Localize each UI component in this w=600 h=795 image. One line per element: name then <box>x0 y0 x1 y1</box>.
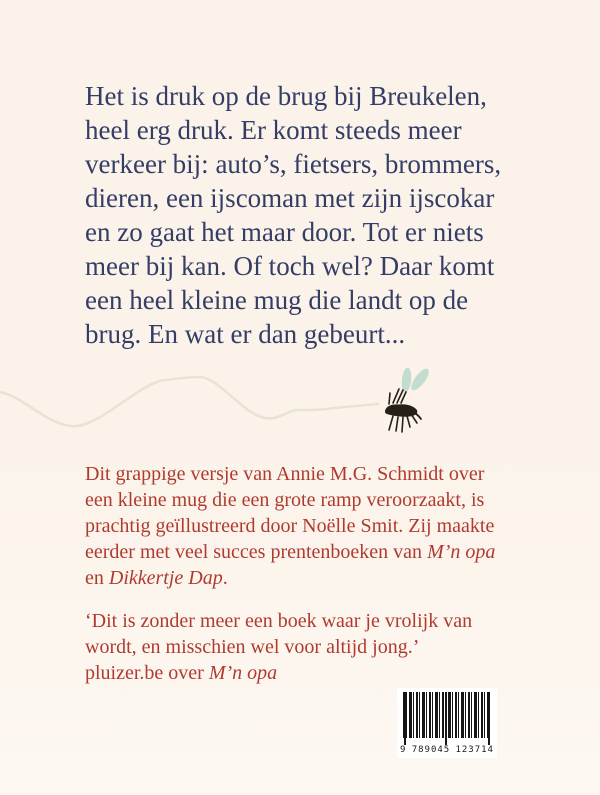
text-line <box>85 461 545 487</box>
barcode-guard-bar <box>404 692 406 745</box>
text-segment: prachtig geïllustreerd door Noëlle Smit. Zij maakte <box>85 515 495 537</box>
italic-text: M’n opa <box>208 662 278 684</box>
mosquito-body <box>385 389 421 432</box>
text-segment: pluizer.be over <box>85 662 209 684</box>
back-cover-blurb <box>85 79 545 351</box>
barcode <box>397 688 497 758</box>
text-line <box>85 634 545 660</box>
flight-trail-line <box>0 356 600 440</box>
barcode-digit-group: 123714 <box>455 745 494 755</box>
barcode-bars <box>403 692 491 738</box>
review-quote <box>85 608 545 686</box>
text-segment: eerder met veel succes prentenboeken van <box>85 541 428 563</box>
text-line: heel erg druk. Er komt steeds meer <box>85 115 462 145</box>
text-line <box>85 539 545 565</box>
text-segment: ‘Dit is zonder meer een boek waar je vrolijk van <box>85 610 473 632</box>
barcode-number <box>400 745 494 755</box>
text-line: een heel kleine mug die landt op de <box>85 285 469 315</box>
trail-path <box>0 377 378 426</box>
text-line: en zo gaat het maar door. Tot er niets <box>85 217 484 247</box>
text-line <box>85 565 545 591</box>
mosquito-wings <box>401 366 432 393</box>
text-line: meer bij kan. Of toch wel? Daar komt <box>85 251 495 281</box>
text-segment: . <box>222 567 228 589</box>
mosquito-icon <box>378 366 434 434</box>
text-line: dieren, een ijscoman met zijn ijscokar <box>85 183 495 213</box>
barcode-digit-group: 9 <box>400 745 407 755</box>
text-segment: en <box>85 567 109 589</box>
text-line <box>85 608 545 634</box>
book-description <box>85 461 545 591</box>
text-segment: wordt, en misschien wel voor altijd jong.’ <box>85 636 420 658</box>
text-line: brug. En wat er dan gebeurt... <box>85 319 406 349</box>
barcode-digit-group: 789045 <box>411 745 451 755</box>
italic-text: Dikkertje Dap <box>108 567 223 589</box>
text-line <box>85 487 545 513</box>
text-line <box>85 660 545 686</box>
text-segment: Dit grappige versje van Annie M.G. Schmidt over <box>85 463 485 485</box>
barcode-guard-bar <box>488 692 490 745</box>
text-segment: een kleine mug die een grote ramp veroorzaakt, is <box>85 489 485 511</box>
italic-text: M’n opa <box>427 541 496 563</box>
barcode-guard-bar <box>445 692 447 745</box>
text-line <box>85 513 545 539</box>
text-line: verkeer bij: auto’s, fietsers, brommers, <box>85 149 502 179</box>
text-line: Het is druk op de brug bij Breukelen, <box>85 81 487 111</box>
